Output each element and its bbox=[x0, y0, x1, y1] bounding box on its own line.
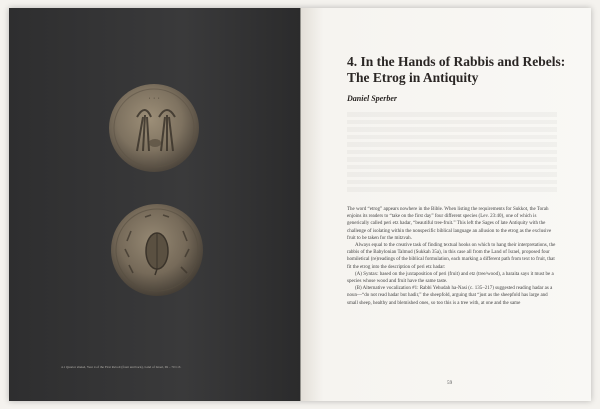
chapter-body bbox=[347, 206, 557, 307]
svg-text:ᐧ ᐧ ᐧ: ᐧ ᐧ ᐧ bbox=[148, 94, 160, 103]
body-paragraph-1: The word “etrog” appears nowhere in the Bible. When listing the requirements for Sukkot, the Torah enjoins its readers to “take on the first day” four different species (Lev. 23:40), one of which is generically called peri etz hadar, “beautiful tree-fruit.” This left the Sages of late Antiquity with the challenge of isolating within the nonspecific biblical language an allusion to the etrog as the exclusive fruit to be taken for the mitzvah. bbox=[347, 207, 552, 241]
body-paragraph-4: (B) Alternative vocalization #1: Rabbi Yehudah ha-Nasi (c. 135–217) suggested reading hadar as a noun—“do not read hadar but hadir,” the sheepfold, arguing that “just as the sheepfold has large and small sheep, healthy and blemished ones, so too this is a tree with, at one and the same bbox=[347, 286, 553, 306]
page-number: 59 bbox=[447, 380, 453, 386]
page-gutter bbox=[300, 8, 301, 401]
chapter-author: Daniel Sperber bbox=[347, 94, 397, 103]
chapter-title: 4. In the Hands of Rabbis and Rebels: The Etrog in Antiquity bbox=[347, 54, 566, 85]
coin-obverse-image bbox=[107, 81, 201, 175]
body-paragraph-2: Always equal to the creative task of finding textual hooks on which to hang their interpretations, the rabbis of the Babylonian Talmud (Sukkah 35a), in this case all from the Land of Israel, proposed four homiletical (re)readings of the biblical formulation, each marking a different path from text to fruit, that fit the etrog into the description of peri etz hadar: bbox=[347, 243, 556, 270]
coin-obverse bbox=[107, 81, 201, 175]
coin-reverse bbox=[109, 201, 205, 299]
coin-reverse-image bbox=[109, 201, 205, 299]
body-paragraph-3: (A) Syntax: based on the juxtaposition of peri (fruit) and etz (tree/wood), a baraita says it must be a species whose wood and fruit have the same taste. bbox=[347, 271, 554, 285]
show-through-text bbox=[347, 112, 557, 198]
figure-caption: 4.1 Quarter shekel, Year 4 of the First Revolt (front and back), Land of Israel, 69 – 70 C.E. bbox=[61, 365, 182, 369]
left-page bbox=[9, 8, 300, 401]
